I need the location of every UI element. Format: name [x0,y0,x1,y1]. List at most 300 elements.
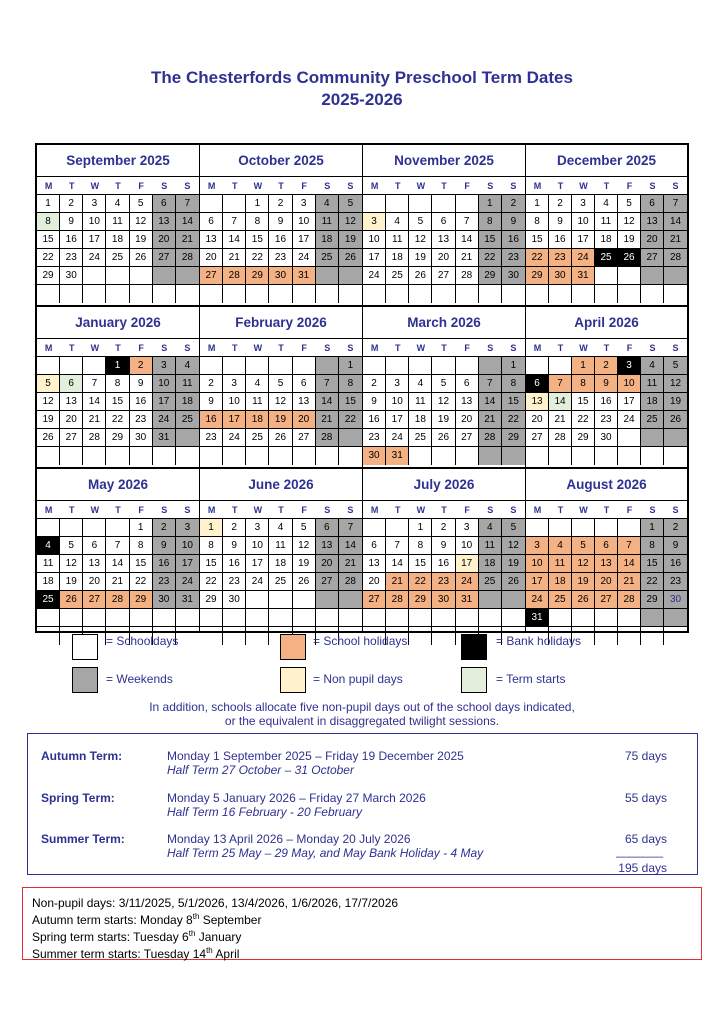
day-cell: 16 [200,411,223,429]
day-cell: 29 [106,429,129,447]
empty-cell [339,429,362,447]
day-cell: 28 [456,267,479,285]
day-cell: 24 [618,411,641,429]
day-cell: 10 [386,393,409,411]
empty-cell [153,609,176,627]
day-cell: 16 [432,555,455,573]
day-cell: 31 [572,267,595,285]
day-cell: 28 [223,267,246,285]
day-cell: 11 [595,213,618,231]
day-cell: 19 [37,411,60,429]
day-cell: 17 [83,231,106,249]
day-cell: 16 [153,555,176,573]
weekday-label: M [370,181,379,191]
empty-cell [130,285,153,303]
weekday-label: W [416,505,426,515]
day-cell: 9 [200,393,223,411]
day-cell: 22 [409,573,432,591]
day-cell: 15 [502,393,525,411]
autumn-term-label: Autumn Term: [41,749,123,763]
day-cell: 25 [409,429,432,447]
day-cell: 2 [363,375,386,393]
day-cell: 19 [618,231,641,249]
day-cell: 26 [339,249,362,267]
weekday-label: S [184,181,191,191]
note-line-2: or the equivalent in disaggregated twilight sessions. [224,714,500,728]
total-rule: _______ [616,844,663,858]
day-cell: 2 [60,195,83,213]
month-name: August 2026 [526,469,687,501]
empty-cell [664,627,687,645]
day-cell: 15 [409,555,432,573]
weekday-label: F [626,505,633,515]
empty-cell [664,429,687,447]
day-cell: 4 [549,537,572,555]
empty-cell [106,447,129,465]
day-cell: 30 [664,591,687,609]
empty-cell [269,609,292,627]
weekday-label: S [324,181,331,191]
day-cell: 25 [176,411,199,429]
day-cell: 3 [618,357,641,375]
day-cell: 4 [595,195,618,213]
day-cell: 21 [339,555,362,573]
weekday-label: T [278,505,284,515]
month-april-2026 [526,307,687,469]
terms-summary-box [27,733,698,875]
day-cell: 24 [572,249,595,267]
day-cell: 4 [269,519,292,537]
weekday-label: S [510,181,517,191]
day-cell: 11 [479,537,502,555]
weekday-label: S [487,181,494,191]
day-cell: 31 [153,429,176,447]
day-cell: 24 [223,429,246,447]
empty-cell [37,447,60,465]
day-cell: 10 [526,555,549,573]
weekday-label: T [278,343,284,353]
day-cell: 27 [432,267,455,285]
day-cell: 14 [83,393,106,411]
day-cell: 3 [386,375,409,393]
day-cell: 20 [60,411,83,429]
empty-cell [363,195,386,213]
empty-cell [37,285,60,303]
day-cell: 18 [409,411,432,429]
day-cell: 2 [130,357,153,375]
empty-cell [479,285,502,303]
day-cell: 31 [293,267,316,285]
month-august-2026 [526,469,687,633]
day-cell: 16 [502,231,525,249]
month-name: December 2025 [526,145,687,177]
day-cell: 1 [130,519,153,537]
day-cell: 24 [386,429,409,447]
weekday-label: M [44,505,53,515]
weekday-label: M [44,181,53,191]
empty-cell [83,447,106,465]
day-cell: 25 [37,591,60,609]
weekday-label: F [626,181,633,191]
day-cell: 17 [176,555,199,573]
day-cell: 1 [479,195,502,213]
day-cell: 9 [269,213,292,231]
empty-cell [200,195,223,213]
day-cell: 12 [432,393,455,411]
day-cell: 22 [526,249,549,267]
day-cell: 30 [432,591,455,609]
day-cell: 27 [60,429,83,447]
day-cell: 31 [176,591,199,609]
day-cell: 23 [549,249,572,267]
legend-term-starts: = Term starts [496,672,566,686]
empty-cell [200,609,223,627]
day-cell: 7 [386,537,409,555]
day-cell: 30 [269,267,292,285]
day-cell: 15 [479,231,502,249]
day-cell: 28 [83,429,106,447]
empty-cell [432,195,455,213]
day-cell: 14 [479,393,502,411]
weekends-swatch [72,667,98,693]
day-cell: 21 [479,411,502,429]
weekday-label: W [253,505,263,515]
day-cell: 4 [246,375,269,393]
day-cell: 27 [316,573,339,591]
weekday-label: M [370,505,379,515]
day-cell: 20 [316,555,339,573]
day-cell: 7 [479,375,502,393]
weekday-label: F [464,343,470,353]
empty-cell [641,627,664,645]
day-cell: 10 [246,537,269,555]
empty-cell [409,195,432,213]
day-cell: 1 [37,195,60,213]
day-cell: 30 [223,591,246,609]
day-cell: 4 [386,213,409,231]
day-cell: 12 [502,537,525,555]
day-cell: 14 [549,393,572,411]
weekday-label: M [370,343,379,353]
day-cell: 9 [130,375,153,393]
day-cell: 10 [223,393,246,411]
day-cell: 10 [83,213,106,231]
day-cell: 26 [37,429,60,447]
month-name: October 2025 [200,145,362,177]
weekday-label: M [207,505,216,515]
empty-cell [60,357,83,375]
weekday-label: F [138,343,144,353]
non-pupil-days-list: Non-pupil days: 3/11/2025, 5/1/2026, 13/4/2026, 1/6/2026, 17/7/2026 [32,896,399,910]
empty-cell [572,519,595,537]
day-cell: 14 [456,231,479,249]
empty-cell [37,609,60,627]
empty-cell [293,357,316,375]
day-cell: 26 [60,591,83,609]
day-cell: 13 [293,393,316,411]
day-cell: 8 [572,375,595,393]
empty-cell [595,519,618,537]
day-cell: 27 [456,429,479,447]
day-cell: 19 [339,231,362,249]
weekday-label: W [253,343,263,353]
month-july-2026 [363,469,526,633]
empty-cell [664,267,687,285]
day-cell: 21 [549,411,572,429]
empty-cell [153,447,176,465]
day-cell: 22 [106,411,129,429]
empty-cell [176,609,199,627]
empty-cell [386,357,409,375]
weekday-label: S [184,505,191,515]
total-days: 195 days [618,861,667,875]
day-cell: 11 [176,375,199,393]
weekday-label: S [161,505,168,515]
weekday-label: T [231,505,238,515]
day-cell: 20 [526,411,549,429]
day-cell: 20 [153,231,176,249]
weekday-label: W [90,343,100,353]
day-cell: 24 [176,573,199,591]
day-cell: 20 [432,249,455,267]
empty-cell [60,447,83,465]
empty-cell [456,285,479,303]
empty-cell [479,591,502,609]
day-cell: 18 [246,411,269,429]
weekday-label: W [579,343,588,353]
day-cell: 3 [246,519,269,537]
day-cell: 31 [526,609,549,627]
day-cell: 10 [456,537,479,555]
day-cell: 18 [641,393,664,411]
day-cell: 15 [106,393,129,411]
weekday-label: F [626,343,633,353]
schooldays-swatch [72,634,98,660]
day-cell: 7 [223,213,246,231]
day-cell: 24 [83,249,106,267]
day-cell: 6 [363,537,386,555]
day-cell: 20 [293,411,316,429]
day-grid [526,195,687,303]
empty-cell [595,609,618,627]
weekday-label: W [416,343,426,353]
month-october-2025 [200,145,363,307]
empty-cell [618,519,641,537]
weekday-header [37,339,199,357]
day-cell: 13 [595,555,618,573]
legend-bank-holidays: = Bank holidays [496,634,582,648]
day-cell: 3 [526,537,549,555]
day-cell: 1 [502,357,525,375]
empty-cell [502,447,525,465]
day-cell: 24 [526,591,549,609]
empty-cell [618,285,641,303]
day-cell: 20 [83,573,106,591]
empty-cell [664,285,687,303]
empty-cell [316,285,339,303]
day-cell: 7 [456,213,479,231]
day-grid [363,519,525,645]
day-cell: 16 [60,231,83,249]
empty-cell [526,285,549,303]
day-cell: 23 [60,249,83,267]
empty-cell [363,519,386,537]
day-cell: 18 [386,249,409,267]
day-cell: 26 [293,573,316,591]
weekday-label: T [394,505,401,515]
day-cell: 15 [37,231,60,249]
weekday-label: T [603,181,610,191]
day-cell: 23 [200,429,223,447]
month-name: November 2025 [363,145,525,177]
day-grid [526,357,687,465]
weekday-label: M [207,181,216,191]
weekday-header [200,501,362,519]
day-cell: 9 [363,393,386,411]
empty-cell [200,447,223,465]
empty-cell [549,519,572,537]
empty-cell [339,447,362,465]
month-september-2025 [37,145,200,307]
empty-cell [618,429,641,447]
day-cell: 3 [83,195,106,213]
day-cell: 29 [409,591,432,609]
empty-cell [526,447,549,465]
empty-cell [293,609,316,627]
summer-term-start: Summer term starts: Tuesday 14th April [32,946,240,961]
empty-cell [386,609,409,627]
day-cell: 5 [572,537,595,555]
day-cell: 21 [316,411,339,429]
day-cell: 29 [246,267,269,285]
day-cell: 17 [153,393,176,411]
day-cell: 9 [60,213,83,231]
weekday-label: S [672,181,679,191]
weekday-label: M [207,343,216,353]
day-cell: 9 [432,537,455,555]
month-name: April 2026 [526,307,687,339]
month-name: March 2026 [363,307,525,339]
day-cell: 7 [106,537,129,555]
day-cell: 5 [37,375,60,393]
empty-cell [502,609,525,627]
month-may-2026 [37,469,200,633]
day-cell: 8 [479,213,502,231]
empty-cell [526,519,549,537]
month-name: July 2026 [363,469,525,501]
day-cell: 25 [246,429,269,447]
day-cell: 22 [37,249,60,267]
day-cell: 8 [339,375,362,393]
empty-cell [200,357,223,375]
day-cell: 11 [409,393,432,411]
day-cell: 27 [200,267,223,285]
day-cell: 8 [106,375,129,393]
day-cell: 30 [363,447,386,465]
weekday-label: S [649,343,656,353]
day-cell: 31 [386,447,409,465]
day-cell: 28 [339,573,362,591]
day-cell: 18 [176,393,199,411]
day-cell: 15 [526,231,549,249]
day-cell: 22 [339,411,362,429]
empty-cell [223,447,246,465]
legend-non-pupil-days: = Non pupil days [313,672,403,686]
day-cell: 11 [106,213,129,231]
empty-cell [409,285,432,303]
day-cell: 30 [153,591,176,609]
day-cell: 19 [269,411,292,429]
day-cell: 7 [316,375,339,393]
empty-cell [363,357,386,375]
day-cell: 8 [409,537,432,555]
empty-cell [595,267,618,285]
empty-cell [479,357,502,375]
day-cell: 17 [293,231,316,249]
empty-cell [479,447,502,465]
weekday-label: S [347,343,354,353]
weekday-header [526,177,687,195]
day-cell: 13 [363,555,386,573]
day-cell: 27 [595,591,618,609]
footer-box [22,887,702,960]
empty-cell [246,357,269,375]
day-cell: 18 [595,231,618,249]
day-cell: 16 [363,411,386,429]
weekday-label: F [464,181,470,191]
day-cell: 14 [223,231,246,249]
day-cell: 24 [363,267,386,285]
day-cell: 19 [409,249,432,267]
day-cell: 19 [502,555,525,573]
day-cell: 5 [339,195,362,213]
weekday-label: F [301,181,307,191]
weekday-label: S [347,181,354,191]
empty-cell [176,267,199,285]
page-title: The Chesterfords Community Preschool Term Dates [151,68,573,87]
empty-cell [641,285,664,303]
day-cell: 4 [316,195,339,213]
day-cell: 13 [316,537,339,555]
empty-cell [316,447,339,465]
empty-cell [479,609,502,627]
day-cell: 30 [60,267,83,285]
day-cell: 16 [664,555,687,573]
legend-schooldays: = Schooldays [106,634,179,648]
empty-cell [641,429,664,447]
day-cell: 19 [664,393,687,411]
summer-term-days: 65 days [624,832,667,846]
day-cell: 15 [572,393,595,411]
day-grid [363,357,525,465]
empty-cell [526,357,549,375]
day-cell: 1 [641,519,664,537]
day-cell: 8 [130,537,153,555]
day-cell: 5 [269,375,292,393]
day-cell: 7 [176,195,199,213]
day-cell: 7 [339,519,362,537]
day-cell: 22 [641,573,664,591]
day-cell: 14 [618,555,641,573]
empty-cell [269,447,292,465]
day-cell: 11 [641,375,664,393]
empty-cell [641,267,664,285]
weekday-label: S [649,181,656,191]
day-cell: 7 [549,375,572,393]
page-subtitle-year: 2025-2026 [321,90,403,109]
day-cell: 5 [60,537,83,555]
day-cell: 29 [130,591,153,609]
